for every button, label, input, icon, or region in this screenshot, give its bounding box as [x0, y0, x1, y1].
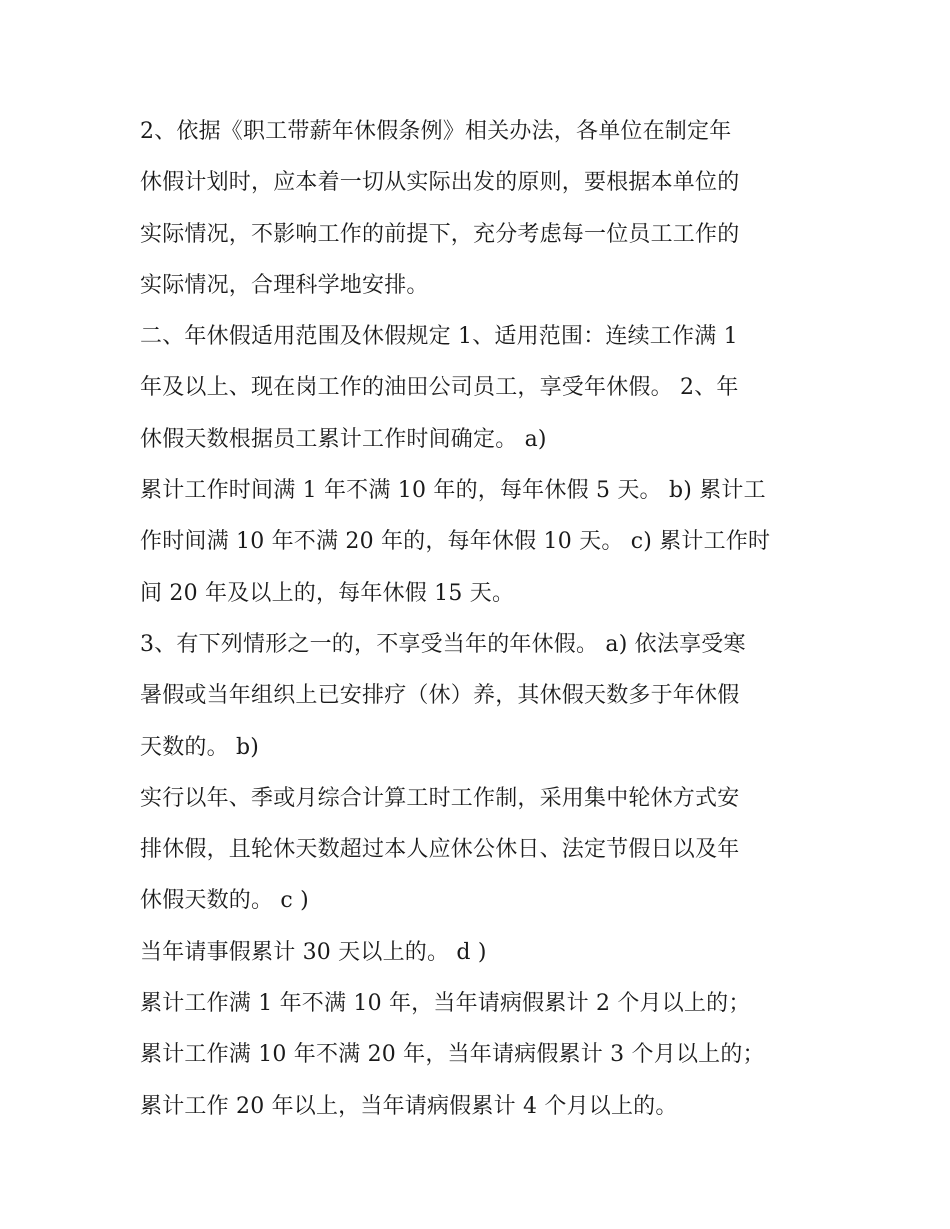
text-line: 休假天数根据员工累计工作时间确定。 a): [140, 426, 547, 452]
text-line: 累计工作满 10 年不满 20 年，当年请病假累计 3 个月以上的；: [140, 1042, 765, 1068]
text-line: 天数的。 b): [140, 734, 260, 760]
text-line: 排休假，且轮休天数超过本人应休公休日、法定节假日以及年: [140, 837, 740, 863]
text-line: 暑假或当年组织上已安排疗（休）养，其休假天数多于年休假: [140, 683, 740, 709]
text-line: 实行以年、季或月综合计算工时工作制，采用集中轮休方式安: [140, 785, 740, 811]
text-line: 年及以上、现在岗工作的油田公司员工，享受年休假。 2、年: [140, 375, 739, 401]
text-line: 实际情况，不影响工作的前提下，充分考虑每一位员工工作的: [140, 221, 740, 247]
text-line: 累计工作时间满 1 年不满 10 年的，每年休假 5 天。 b) 累计工: [140, 478, 766, 504]
text-line: 实际情况，合理科学地安排。: [140, 272, 429, 298]
text-line: 累计工作 20 年以上，当年请病假累计 4 个月以上的。: [140, 1093, 678, 1119]
text-line: 休假计划时，应本着一切从实际出发的原则，要根据本单位的: [140, 170, 740, 196]
text-line: 累计工作满 1 年不满 10 年，当年请病假累计 2 个月以上的；: [140, 991, 751, 1017]
text-line: 休假天数的。 c ): [140, 888, 309, 914]
document-body: [140, 106, 820, 1132]
text-line: 当年请事假累计 30 天以上的。 d ): [140, 939, 487, 965]
text-line: 2、依据《职工带薪年休假条例》相关办法，各单位在制定年: [140, 119, 732, 144]
text-line: 作时间满 10 年不满 20 年的，每年休假 10 天。 c) 累计工作时: [140, 529, 771, 555]
text-line: 3、有下列情形之一的，不享受当年的年休假。 a) 依法享受寒: [140, 631, 746, 657]
text-line: 二、年休假适用范围及休假规定 1、适用范围：连续工作满 1: [140, 324, 738, 350]
text-line: 间 20 年及以上的，每年休假 15 天。: [140, 580, 515, 606]
